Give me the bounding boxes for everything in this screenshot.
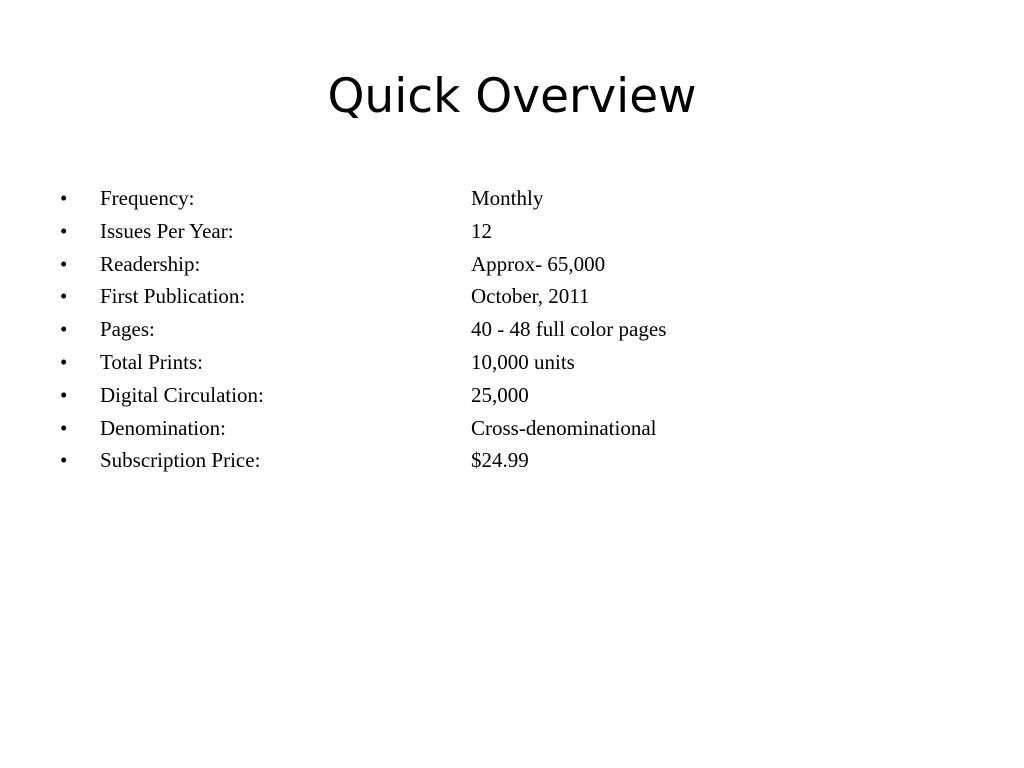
bullet-icon: • xyxy=(60,382,68,407)
item-value: Monthly xyxy=(471,186,544,210)
bullet-icon: • xyxy=(60,218,68,243)
item-label: Denomination: xyxy=(100,415,226,440)
bullet-icon: • xyxy=(60,284,68,309)
item-label: Readership: xyxy=(100,251,201,276)
bullet-icon: • xyxy=(60,317,68,342)
item-value: 10,000 units xyxy=(471,349,575,374)
item-label: Subscription Price: xyxy=(100,448,261,473)
item-label: Pages: xyxy=(100,317,155,342)
item-value: Cross-denominational xyxy=(471,415,657,440)
item-label: Frequency: xyxy=(100,186,195,210)
item-label: First Publication: xyxy=(100,284,246,309)
bullet-icon: • xyxy=(60,415,68,440)
bullet-icon: • xyxy=(60,448,68,473)
item-value: Approx- 65,000 xyxy=(471,251,606,276)
bullet-icon: • xyxy=(60,349,68,374)
bullet-icon: • xyxy=(60,251,68,276)
item-label: Digital Circulation: xyxy=(100,382,264,407)
bullet-icon: • xyxy=(60,186,68,210)
item-label: Total Prints: xyxy=(100,349,203,374)
item-value: 40 - 48 full color pages xyxy=(471,317,667,342)
slide-title: Quick Overview xyxy=(327,69,697,124)
item-value: $24.99 xyxy=(471,448,529,473)
item-label: Issues Per Year: xyxy=(100,218,234,243)
item-value: October, 2011 xyxy=(471,284,590,309)
item-value: 25,000 xyxy=(471,382,529,407)
item-value: 12 xyxy=(471,218,492,243)
